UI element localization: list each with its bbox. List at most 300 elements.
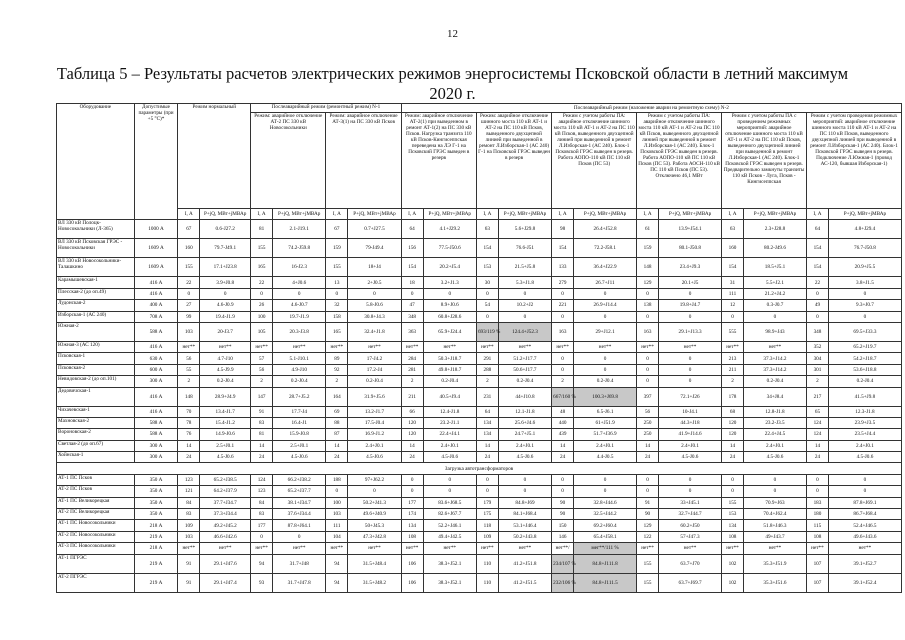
table-cell: нет** — [423, 543, 476, 554]
table-cell: 0 — [498, 474, 551, 485]
table-cell: 19.4-J1.9 — [200, 311, 251, 322]
table-cell: 103 — [178, 531, 200, 542]
table-cell: 84 — [178, 497, 200, 508]
table-row — [57, 322, 902, 341]
table-cell: 20.1+J5 — [658, 277, 721, 288]
table-cell: 165 — [251, 258, 273, 277]
subheader-current: I, А — [637, 209, 659, 220]
table-cell: 150 — [552, 520, 574, 531]
table-cell: 138 — [637, 300, 659, 311]
header-post-accident: Послеаварийный режим (наложение аварии на ремонтную схему) N-2 — [401, 104, 901, 113]
table-cell: 4.5-J0.6 — [743, 452, 806, 463]
table-cell: 20.2+J5.4 — [423, 258, 476, 277]
table-cell: 134 — [722, 520, 744, 531]
table-row — [57, 376, 902, 387]
results-table — [56, 103, 902, 593]
row-label: Карамышевская-1 — [57, 277, 135, 288]
table-cell: 91 — [178, 573, 200, 592]
table-cell: 218 А — [134, 543, 178, 554]
table-cell: 0 — [743, 474, 806, 485]
table-cell: 31.7+J47.8 — [273, 573, 326, 592]
table-cell: 129 — [637, 277, 659, 288]
table-cell: нет** — [658, 543, 721, 554]
table-cell: 3.9+J0.8 — [200, 277, 251, 288]
table-cell: 79.7-J49.1 — [200, 239, 251, 258]
table-cell: 0 — [828, 474, 901, 485]
table-cell: 20-J3.7 — [200, 322, 251, 341]
table-cell: 39.1+J52.4 — [828, 573, 901, 592]
table-cell: 106 — [401, 573, 423, 592]
mode-title: Режим с учетом работы ПА: аварийное отключение шинного моста 110 кВ АТ-1 и АТ-2 на ПС 110 кВ Псков, выведенного двухцепной линией при выведенной в ремонт Л.Изборская-1 (АС 240). Блок-1 Псковской ГРЭС выведен в резерв. Работа АОПО-110 кВ ПС 110 кВ Псков (ПС 53). Работа АОСН-110 кВ ПС 110 кВ Псков (ПС 53). Отключено 46,1 МВт — [637, 113, 722, 209]
table-cell: 2+J0.5 — [348, 277, 401, 288]
table-cell: 159 — [326, 239, 348, 258]
table-cell: 50.6+J17.7 — [498, 364, 551, 375]
table-cell: 2 — [807, 376, 829, 387]
row-label: Псковская-2 — [57, 364, 135, 375]
table-cell: 23.2-J3.5 — [743, 417, 806, 428]
table-cell: 21.2+J4.2 — [743, 288, 806, 299]
table-cell: 111 — [722, 288, 744, 299]
row-label: Южная-3 (АС 120) — [57, 341, 135, 352]
table-cell: 25.6+J4.6 — [498, 417, 551, 428]
table-cell: 0 — [637, 376, 659, 387]
table-cell: 110 — [476, 554, 498, 573]
table-cell: 107 — [807, 554, 829, 573]
table-cell: нет** — [423, 341, 476, 352]
table-cell: 87 — [326, 429, 348, 440]
table-cell: 90 — [552, 497, 574, 508]
table-cell: 79-J49.4 — [348, 239, 401, 258]
table-cell: 110 — [476, 573, 498, 592]
table-cell: 13 — [326, 277, 348, 288]
subheader-power: P+jQ, МВт+jМВАр — [743, 209, 806, 220]
table-cell: 63.7+J69.7 — [658, 573, 721, 592]
table-cell: 69.2+J60.4 — [574, 520, 637, 531]
table-cell: 4.8+J29.4 — [828, 220, 901, 239]
table-row — [57, 509, 902, 520]
table-cell: 134 — [476, 417, 498, 428]
table-cell: 122 — [637, 531, 659, 542]
subheader-current: I, А — [401, 209, 423, 220]
table-cell: 24.7+J5.1 — [498, 429, 551, 440]
table-cell: 61 — [637, 220, 659, 239]
table-cell: 17-J4.2 — [348, 353, 401, 364]
table-cell: 179 — [476, 497, 498, 508]
table-cell: 155 — [178, 258, 200, 277]
table-cell: 221 — [552, 300, 574, 311]
row-label: ВЛ 330 кВ Псковская ГРЭС - Новосокольники — [57, 239, 135, 258]
table-cell: 15.4-J1.2 — [200, 417, 251, 428]
row-label: АТ-1 ПГРЭС — [57, 554, 135, 573]
table-cell: 97+J62.2 — [348, 474, 401, 485]
table-cell: 693/119 % — [476, 322, 498, 341]
table-cell: нет** — [552, 341, 574, 352]
table-cell: 555 — [722, 322, 744, 341]
table-cell: нет** — [401, 543, 423, 554]
table-cell: 0 — [476, 486, 498, 497]
table-cell: 160 — [178, 239, 200, 258]
table-cell: 231 — [476, 387, 498, 406]
table-cell: нет** — [722, 341, 744, 352]
table-cell: 89 — [326, 353, 348, 364]
subheader-power: P+jQ, МВт+jМВАр — [273, 209, 326, 220]
row-label: Изборская-1 (АС 240) — [57, 311, 135, 322]
mode-title: Режим: аварийное отключение АТ-3(1) на ПС 330 кВ Псков — [326, 113, 401, 209]
table-cell: 4.5-J0.6 — [200, 452, 251, 463]
table-cell: 2.4+J0.1 — [574, 440, 637, 451]
table-cell: 4.5-J0.6 — [348, 452, 401, 463]
table-row — [57, 300, 902, 311]
table-cell: 83 — [251, 417, 273, 428]
table-cell: 12.3-J1.8 — [828, 406, 901, 417]
table-cell: мег**/111 % — [574, 543, 637, 554]
row-label: Лудонская-2 — [57, 300, 135, 311]
mode-title: Режим с учетом проведения режимных мероприятий: аварийное отключение шинного моста 110 кВ АТ-1 и АТ-2 на ПС 110 кВ Псков, выведенного двухцепной линией при выведенной в ремонт Л.Изборская-1 (АС 240). Блок-1 Псковской ГРЭС выведен в резерв. Подключение Л.Южная-1 (провод АС-120, бывшая Изборская-1) — [807, 113, 902, 209]
table-cell: 5.3+J1.8 — [498, 277, 551, 288]
table-cell: 115 — [807, 520, 829, 531]
table-cell: 81 — [251, 429, 273, 440]
subheader-current: I, А — [178, 209, 200, 220]
table-cell: 400 А — [134, 300, 178, 311]
table-cell: 32 — [326, 300, 348, 311]
table-cell: 134 — [401, 520, 423, 531]
table-cell: 63 — [476, 220, 498, 239]
table-cell: 155 — [326, 258, 348, 277]
table-cell: 0 — [658, 288, 721, 299]
table-cell: 47.3+J42.8 — [348, 531, 401, 542]
table-cell: 31.7+J48 — [273, 554, 326, 573]
table-cell: 83 — [178, 509, 200, 520]
subheader-current: I, А — [722, 209, 744, 220]
table-cell: 118 — [476, 520, 498, 531]
table-cell: 55 — [178, 364, 200, 375]
table-cell: 16.4-J1 — [273, 417, 326, 428]
table-cell: 0 — [574, 353, 637, 364]
table-cell: 4+J0.6 — [273, 277, 326, 288]
mode-title: Режим: аварийное отключение шинного моста 110 кВ АТ-1 и АТ-2 на ПС 110 кВ Псков, выведенного двухцепной линией при выведенной в ремонт Л.Изборская-1 (АС 240) Г-1 на Псковской ГРЭС выведен в резерв — [476, 113, 551, 209]
table-cell: 0 — [498, 288, 551, 299]
table-cell: 12.8-J1.8 — [743, 406, 806, 417]
table-cell: 0 — [326, 288, 348, 299]
table-cell: 60.8+J28.6 — [423, 311, 476, 322]
table-cell: 5.1-J10.1 — [273, 353, 326, 364]
table-cell: 0 — [807, 311, 829, 322]
table-cell: 37.3+J14.2 — [743, 353, 806, 364]
table-cell: 0.2-J0.4 — [574, 376, 637, 387]
table-cell: 440 — [552, 417, 574, 428]
table-cell: 291 — [476, 353, 498, 364]
table-row — [57, 258, 902, 277]
table-cell: 50+J45.3 — [348, 520, 401, 531]
table-cell: 3.2+J1.3 — [423, 277, 476, 288]
table-cell: 0 — [423, 474, 476, 485]
table-cell: 0 — [722, 311, 744, 322]
table-cell: 91 — [251, 406, 273, 417]
table-cell: 87.8+J69.1 — [828, 497, 901, 508]
table-cell: 66.2+J38.2 — [273, 474, 326, 485]
table-cell: 2.4+J0.1 — [828, 440, 901, 451]
table-cell: 0 — [637, 288, 659, 299]
table-cell: 4.7-J10 — [200, 353, 251, 364]
table-cell: 51.2+J17.7 — [498, 353, 551, 364]
subheader-power: P+jQ, МВт+jМВАр — [498, 209, 551, 220]
table-cell: 51.7+J36.9 — [574, 429, 637, 440]
table-cell: нет** — [722, 543, 744, 554]
table-cell: 53.6+J18.8 — [828, 364, 901, 375]
table-cell: 2.4+J0.1 — [348, 440, 401, 451]
table-cell: 108 — [722, 531, 744, 542]
table-cell: 0 — [552, 474, 574, 485]
table-cell: 17.1+J23.8 — [200, 258, 251, 277]
table-cell: 65.4+J58.1 — [574, 531, 637, 542]
table-cell: 24 — [251, 452, 273, 463]
table-cell: 40.5+J9.4 — [423, 387, 476, 406]
table-cell: 219 А — [134, 531, 178, 542]
table-cell: 74.2-J59.8 — [273, 239, 326, 258]
table-cell: 1000 А — [134, 220, 178, 239]
table-cell: 416 А — [134, 341, 178, 352]
table-cell: 397 — [637, 387, 659, 406]
table-cell: 177 — [401, 497, 423, 508]
table-cell: 0 — [200, 288, 251, 299]
table-cell: 88 — [326, 417, 348, 428]
table-cell: 2 — [178, 376, 200, 387]
table-cell: 129 — [637, 520, 659, 531]
table-cell: 300 А — [134, 452, 178, 463]
table-cell: 0 — [637, 364, 659, 375]
table-cell: 0 — [807, 486, 829, 497]
table-cell: 100 — [326, 497, 348, 508]
table-cell: 44+J10.8 — [498, 387, 551, 406]
table-cell: 156 — [401, 239, 423, 258]
table-cell: нет** — [807, 543, 829, 554]
table-cell: 76.7-J50.8 — [828, 239, 901, 258]
table-cell: 38.3+J52.1 — [423, 573, 476, 592]
table-cell: 24 — [326, 452, 348, 463]
table-cell: 21.5+J5.8 — [498, 258, 551, 277]
table-cell: 63 — [722, 220, 744, 239]
table-cell: 23.9+J3.5 — [828, 417, 901, 428]
table-cell: 107 — [807, 573, 829, 592]
table-row — [57, 239, 902, 258]
table-cell: 3.8+J1.5 — [828, 277, 901, 288]
table-cell: 61+J51.9 — [574, 417, 637, 428]
table-cell: 211 — [722, 364, 744, 375]
table-cell: 17.5-J0.4 — [348, 417, 401, 428]
table-cell: 92 — [326, 364, 348, 375]
table-cell: 0 — [722, 486, 744, 497]
table-cell: 24 — [722, 452, 744, 463]
table-cell: 0.3-J0.7 — [743, 300, 806, 311]
row-label: АТ-3 ПС Новосокольники — [57, 543, 135, 554]
table-cell: 2.4+J0.1 — [743, 440, 806, 451]
table-row — [57, 543, 902, 554]
table-cell: 49+J43.7 — [743, 531, 806, 542]
table-cell: 4.9-J10 — [273, 364, 326, 375]
table-cell: 439 — [552, 429, 574, 440]
table-cell: 0 — [658, 376, 721, 387]
table-cell: 0.7+J27.5 — [348, 220, 401, 239]
table-cell: 32.7+J44.7 — [658, 509, 721, 520]
table-cell: 0 — [658, 364, 721, 375]
table-cell: 67 — [326, 220, 348, 239]
table-cell: 124 — [251, 474, 273, 485]
section-header-transformers: Загрузка автотрансформаторов — [57, 463, 902, 474]
table-cell: 26 — [251, 300, 273, 311]
table-cell: нет** — [273, 341, 326, 352]
table-cell: 50.2+J41.3 — [348, 497, 401, 508]
table-cell: 5.6+J29.8 — [498, 220, 551, 239]
table-cell: нет** — [273, 543, 326, 554]
table-cell: 154 — [807, 239, 829, 258]
table-cell: 416 А — [134, 387, 178, 406]
table-cell: 13.2-J1.7 — [348, 406, 401, 417]
table-cell: 31.9+J5.6 — [348, 387, 401, 406]
table-cell: 60.2+J50 — [658, 520, 721, 531]
table-row — [57, 520, 902, 531]
table-cell: 56 — [637, 406, 659, 417]
table-cell: 213 — [722, 353, 744, 364]
table-cell: 5.5+J2.1 — [743, 277, 806, 288]
table-cell: 31.5+J48.4 — [348, 554, 401, 573]
table-cell: 84.8+J111.8 — [574, 554, 637, 573]
row-label: АТ-2 ПС Великорецкая — [57, 509, 135, 520]
table-cell: 99 — [178, 311, 200, 322]
table-cell: нет** — [574, 341, 637, 352]
table-row — [57, 452, 902, 463]
table-cell: 284 — [401, 353, 423, 364]
table-cell: 30 — [476, 277, 498, 288]
table-cell: 35.3+J51.9 — [743, 554, 806, 573]
subheader-power: P+jQ, МВт+jМВАр — [574, 209, 637, 220]
table-cell: 26.4+J52.8 — [574, 220, 637, 239]
table-cell: 108 — [401, 531, 423, 542]
table-cell: 0 — [637, 486, 659, 497]
table-cell: 16.9-J1.2 — [348, 429, 401, 440]
table-cell: 4.5-J0.6 — [498, 452, 551, 463]
table-cell: 68 — [722, 406, 744, 417]
table-cell: 0 — [658, 486, 721, 497]
table-cell: 26.9+J14.4 — [574, 300, 637, 311]
table-cell: 0 — [273, 531, 326, 542]
table-cell: 146 — [552, 531, 574, 542]
table-cell: 41.2+J51.5 — [498, 573, 551, 592]
table-cell: 175 — [476, 509, 498, 520]
table-cell: 154 — [722, 258, 744, 277]
table-cell: 2 — [476, 376, 498, 387]
table-cell: 24 — [807, 452, 829, 463]
table-cell: 0 — [637, 474, 659, 485]
table-cell: 27 — [178, 300, 200, 311]
table-cell: 35.3+J51.6 — [743, 573, 806, 592]
table-cell: 65.2+J19.7 — [828, 341, 901, 352]
table-cell: 148 — [637, 258, 659, 277]
table-cell: 177 — [251, 520, 273, 531]
subheader-current: I, А — [807, 209, 829, 220]
row-label: АТ-2 ПС Псков — [57, 486, 135, 497]
row-label: Чихачевская-1 — [57, 406, 135, 417]
table-cell: нет** — [348, 543, 401, 554]
table-cell: 23.2-J1.1 — [423, 417, 476, 428]
table-cell: 123 — [178, 474, 200, 485]
table-cell: 4.5-J0.6 — [828, 452, 901, 463]
table-cell: 20.3-J3.8 — [273, 322, 326, 341]
table-cell: 80.1-J50.8 — [658, 239, 721, 258]
table-cell: 70.4+J62.4 — [743, 509, 806, 520]
table-cell: 24 — [552, 452, 574, 463]
row-label: Вороновская-2 — [57, 429, 135, 440]
table-cell: 123 — [251, 486, 273, 497]
table-cell: 49.6+J43.6 — [828, 531, 901, 542]
table-cell: 174 — [401, 509, 423, 520]
table-cell: 24 — [637, 452, 659, 463]
table-cell: 148 — [178, 387, 200, 406]
table-cell: 64 — [807, 220, 829, 239]
table-cell: 87.8+J64.1 — [273, 520, 326, 531]
table-cell: 41.5+J9.8 — [828, 387, 901, 406]
table-cell: 54.2+J18.7 — [828, 353, 901, 364]
table-row — [57, 220, 902, 239]
table-cell: 34+J8.4 — [743, 387, 806, 406]
table-row — [57, 474, 902, 485]
table-cell: 22 — [251, 277, 273, 288]
table-cell: 124 — [807, 417, 829, 428]
table-cell: 0 — [637, 311, 659, 322]
table-cell: 121 — [178, 486, 200, 497]
table-cell: 0 — [552, 364, 574, 375]
table-cell: нет** — [348, 341, 401, 352]
mode-title: Режим с учетом работы ПА с проведением режимных мероприятий: аварийное отключение шинного моста 110 кВ АТ-1 и АТ-2 на ПС 110 кВ Псков, выведенного двухцепной линией при выведенной в ремонт Л.Изборская-1 (АС 240). Блок-1 Псковской ГРЭС выведен в резерв. Предварительно замкнуты транзиты 110 кВ Псков - Луга, Псков - Кингисеппская — [722, 113, 807, 209]
table-cell: 0 — [722, 474, 744, 485]
row-label: Плесская-2 (до оп.49) — [57, 288, 135, 299]
table-row — [57, 364, 902, 375]
table-cell: 416 А — [134, 406, 178, 417]
table-cell: 84.8+J111.5 — [574, 573, 637, 592]
table-cell: 31 — [722, 277, 744, 288]
table-cell: 0 — [476, 288, 498, 299]
row-label: АТ-1 ПС Великорецкая — [57, 497, 135, 508]
table-cell: 4.6-J0.9 — [200, 300, 251, 311]
table-cell: 219 А — [134, 554, 178, 573]
table-cell: 14 — [637, 440, 659, 451]
table-cell: 104 — [326, 531, 348, 542]
table-cell: нет** — [178, 341, 200, 352]
table-cell: 22 — [178, 277, 200, 288]
table-cell: 14 — [552, 440, 574, 451]
row-label: Южная-2 — [57, 322, 135, 341]
table-cell: 155 — [637, 554, 659, 573]
table-cell: 350 А — [134, 486, 178, 497]
table-cell: 154 — [476, 239, 498, 258]
table-cell: 124.4+J52.3 — [498, 322, 551, 341]
table-cell: 5.8-J0.6 — [348, 300, 401, 311]
table-cell: 0 — [552, 486, 574, 497]
table-cell: 91 — [637, 497, 659, 508]
table-row — [57, 311, 902, 322]
table-cell: 108 — [807, 531, 829, 542]
table-cell: 14 — [476, 440, 498, 451]
table-row — [57, 531, 902, 542]
table-cell: 0 — [807, 474, 829, 485]
table-cell: 120 — [401, 429, 423, 440]
table-cell: 219 А — [134, 573, 178, 592]
table-cell: 49.6+J40.9 — [348, 509, 401, 520]
table-cell: 301 — [807, 364, 829, 375]
table-cell: 44.3+J18 — [658, 417, 721, 428]
table-cell: нет** — [326, 543, 348, 554]
table-cell: нет** — [498, 341, 551, 352]
table-cell: 300 А — [134, 440, 178, 451]
